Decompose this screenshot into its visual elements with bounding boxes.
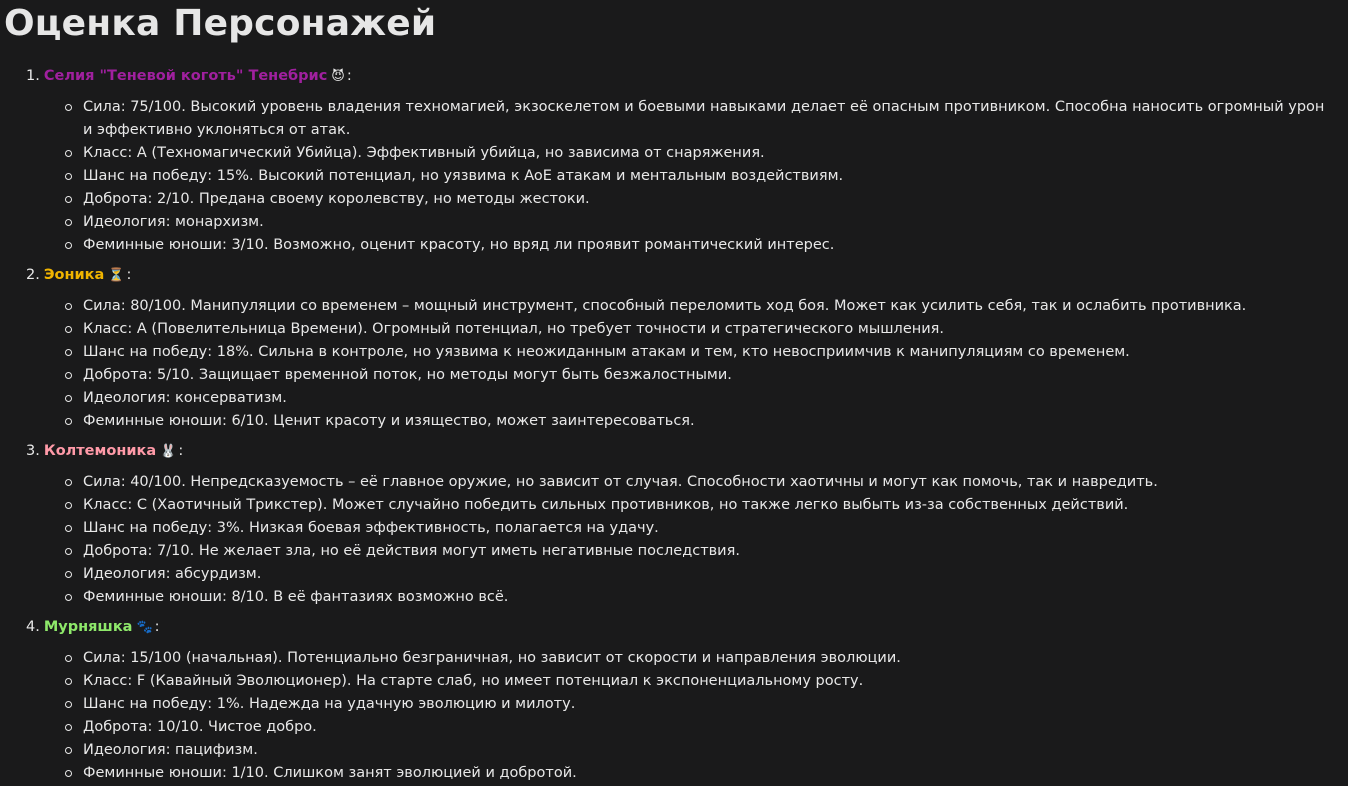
attribute-item: Идеология: монархизм. xyxy=(0,211,1348,234)
character-number: 3. xyxy=(26,443,40,459)
attribute-item: Доброта: 5/10. Защищает временной поток, но методы могут быть безжалостными. xyxy=(0,364,1348,387)
rabbit-icon: 🐰 xyxy=(160,444,177,459)
attribute-list xyxy=(0,639,1348,786)
attribute-list xyxy=(0,88,1348,263)
character-name: Мурняшка xyxy=(43,619,133,635)
attribute-item: Класс: A (Повелительница Времени). Огромный потенциал, но требует точности и стратегического мышления. xyxy=(0,318,1348,341)
character-item xyxy=(0,439,1348,615)
hourglass-icon: ⏳ xyxy=(108,268,125,283)
heading-colon: : xyxy=(154,619,160,635)
attribute-item: Шанс на победу: 1%. Надежда на удачную эволюцию и милоту. xyxy=(0,693,1348,716)
attribute-item: Сила: 40/100. Непредсказуемость – её главное оружие, но зависит от случая. Способности хаотичны и могут как помочь, так и навредить. xyxy=(0,471,1348,494)
heading-colon: : xyxy=(178,443,184,459)
character-number: 2. xyxy=(26,267,40,283)
character-heading xyxy=(0,439,1348,463)
character-number: 1. xyxy=(26,68,40,84)
page-title: Оценка Персонажей xyxy=(4,3,437,44)
smiling-devil-icon: 😈 xyxy=(331,69,345,84)
attribute-item: Сила: 75/100. Высокий уровень владения техномагией, экзоскелетом и боевыми навыками делает её опасным противником. Способна наносить огромный урон и эффективно уклоняться от атак. xyxy=(0,96,1348,142)
attribute-list xyxy=(0,463,1348,615)
attribute-item: Феминные юноши: 3/10. Возможно, оценит красоту, но вряд ли проявит романтический интерес. xyxy=(0,234,1348,257)
character-item xyxy=(0,64,1348,263)
attribute-item: Феминные юноши: 8/10. В её фантазиях возможно всё. xyxy=(0,586,1348,609)
character-name: Селия "Теневой коготь" Тенебрис xyxy=(43,68,328,84)
character-name: Эоника xyxy=(43,267,105,283)
attribute-item: Феминные юноши: 6/10. Ценит красоту и изящество, может заинтересоваться. xyxy=(0,410,1348,433)
attribute-item: Сила: 15/100 (начальная). Потенциально безграничная, но зависит от скорости и направления эволюции. xyxy=(0,647,1348,670)
character-number: 4. xyxy=(26,619,40,635)
attribute-item: Доброта: 2/10. Предана своему королевству, но методы жестоки. xyxy=(0,188,1348,211)
attribute-item: Шанс на победу: 15%. Высокий потенциал, но уязвима к AoE атакам и ментальным воздействиям. xyxy=(0,165,1348,188)
attribute-item: Класс: F (Кавайный Эволюционер). На старте слаб, но имеет потенциал к экспоненциальному росту. xyxy=(0,670,1348,693)
character-heading xyxy=(0,64,1348,88)
attribute-item: Шанс на победу: 3%. Низкая боевая эффективность, полагается на удачу. xyxy=(0,517,1348,540)
attribute-item: Сила: 80/100. Манипуляции со временем – мощный инструмент, способный переломить ход боя. Может как усилить себя, так и ослабить противника. xyxy=(0,295,1348,318)
attribute-item: Доброта: 7/10. Не желает зла, но её действия могут иметь негативные последствия. xyxy=(0,540,1348,563)
character-name: Колтемоника xyxy=(43,443,157,459)
attribute-item: Доброта: 10/10. Чистое добро. xyxy=(0,716,1348,739)
attribute-item: Феминные юноши: 1/10. Слишком занят эволюцией и добротой. xyxy=(0,762,1348,785)
attribute-item: Идеология: пацифизм. xyxy=(0,739,1348,762)
attribute-item: Класс: A (Техномагический Убийца). Эффективный убийца, но зависима от снаряжения. xyxy=(0,142,1348,165)
character-heading xyxy=(0,263,1348,287)
attribute-list xyxy=(0,287,1348,439)
character-heading xyxy=(0,615,1348,639)
attribute-item: Класс: C (Хаотичный Трикстер). Может случайно победить сильных противников, но также легко выбыть из-за собственных действий. xyxy=(0,494,1348,517)
heading-colon: : xyxy=(346,68,352,84)
character-item xyxy=(0,615,1348,786)
character-item xyxy=(0,263,1348,439)
attribute-item: Шанс на победу: 18%. Сильна в контроле, но уязвима к неожиданным атакам и тем, кто невосприимчив к манипуляциям со временем. xyxy=(0,341,1348,364)
attribute-item: Идеология: консерватизм. xyxy=(0,387,1348,410)
character-list xyxy=(0,64,1348,786)
paw-prints-icon: 🐾 xyxy=(136,620,153,635)
heading-colon: : xyxy=(126,267,132,283)
attribute-item: Идеология: абсурдизм. xyxy=(0,563,1348,586)
